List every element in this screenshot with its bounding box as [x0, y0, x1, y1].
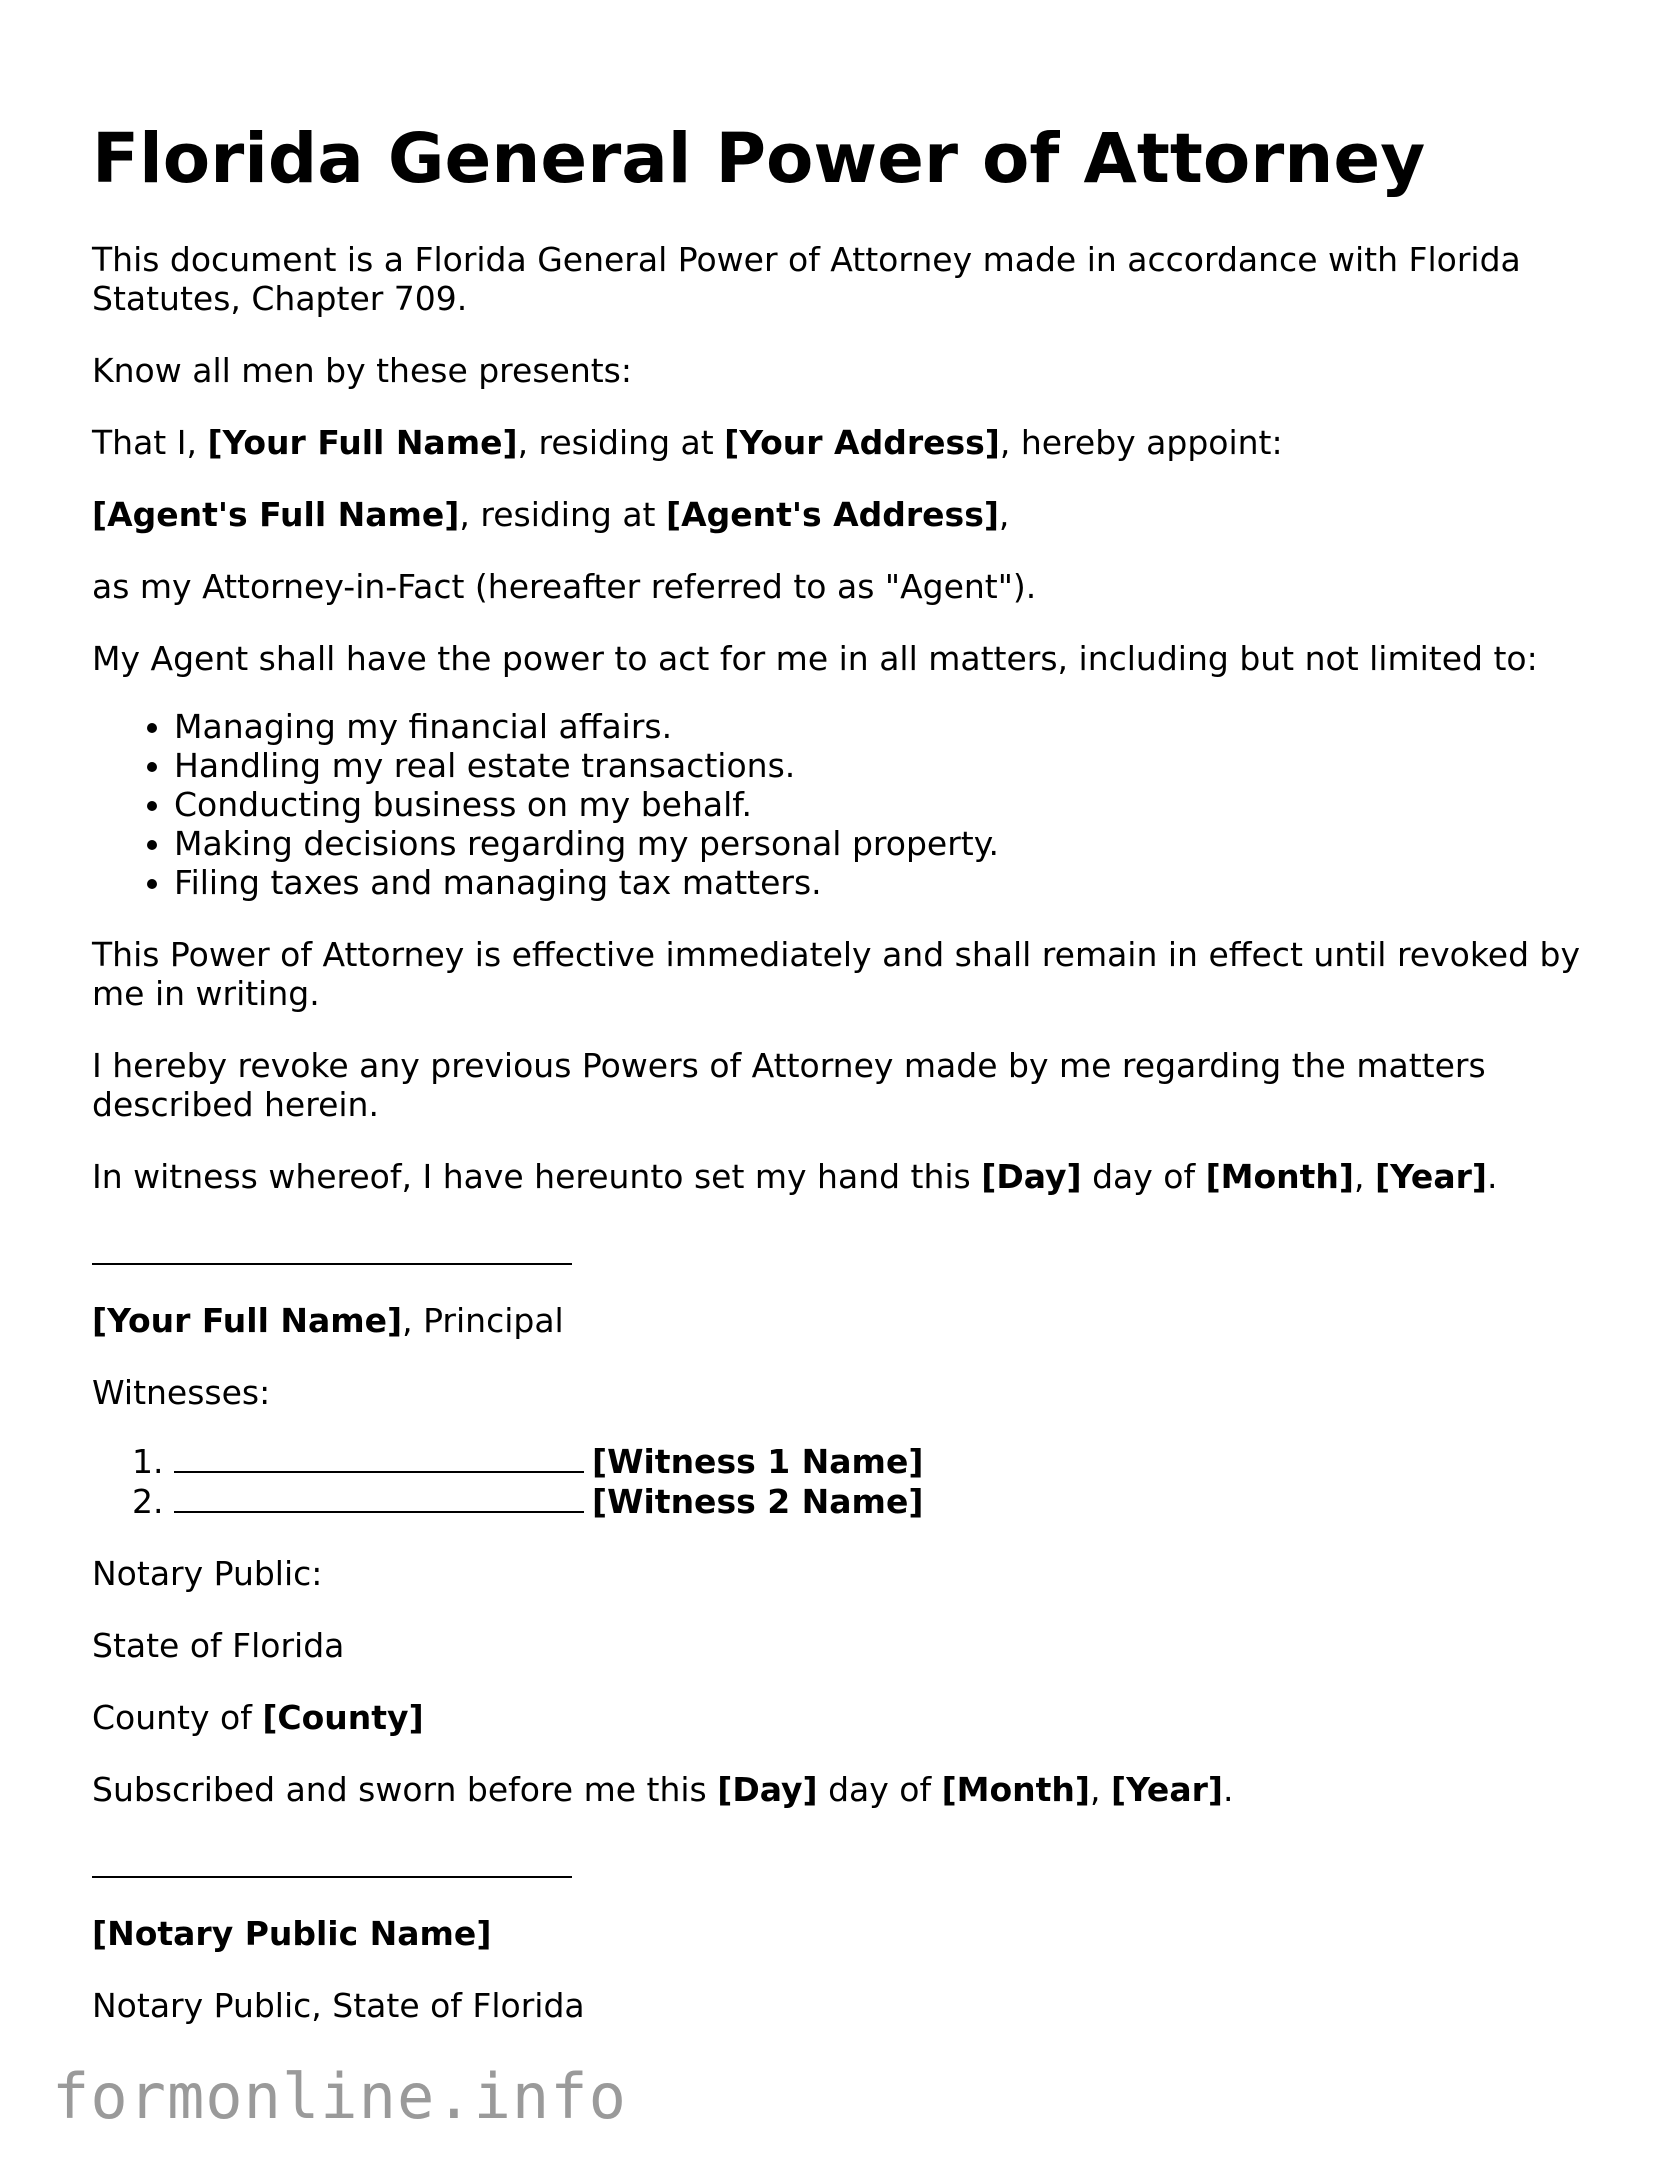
notary-label: Notary Public:: [92, 1554, 323, 1593]
notary-state: State of Florida: [92, 1626, 345, 1665]
witness-name-placeholder: [Witness 1 Name]: [592, 1442, 924, 1481]
effective-paragraph: This Power of Attorney is effective immediately and shall remain in effect until revoked by me in writing.: [92, 935, 1580, 1013]
notary-county: [92, 1698, 1592, 1737]
principal-signature-line[interactable]: [92, 1229, 572, 1265]
document-title: Florida General Power of Attorney: [92, 119, 1426, 199]
revocation-paragraph: I hereby revoke any previous Powers of Attorney made by me regarding the matters described herein.: [92, 1046, 1486, 1124]
powers-intro-paragraph: My Agent shall have the power to act for me in all matters, including but not limited to:: [92, 639, 1538, 678]
month-placeholder: [Month]: [941, 1770, 1090, 1809]
list-item: • Handling my real estate transactions.: [174, 746, 1592, 785]
notary-title: Notary Public, State of Florida: [92, 1986, 585, 2025]
principal-address-placeholder: [Your Address]: [724, 423, 1000, 462]
principal-role: , Principal: [402, 1301, 564, 1340]
month-placeholder: [Month]: [1205, 1157, 1354, 1196]
day-placeholder: [Day]: [981, 1157, 1082, 1196]
day-placeholder: [Day]: [717, 1770, 818, 1809]
witnesses-list: [92, 1441, 1592, 1521]
principal-name-placeholder: [Your Full Name]: [92, 1301, 403, 1340]
principal-signature-block: [92, 1229, 1592, 1268]
witness-clause-mid1: day of: [1081, 1157, 1206, 1196]
list-item: • Making decisions regarding my personal property.: [174, 824, 1592, 863]
powers-list: [92, 707, 1592, 902]
agent-paragraph: [92, 495, 1592, 534]
sworn-mid1: day of: [817, 1770, 942, 1809]
sworn-suffix: .: [1222, 1770, 1234, 1809]
witness-clause-suffix: .: [1486, 1157, 1498, 1196]
witness-clause-mid2: ,: [1354, 1157, 1375, 1196]
watermark: formonline.info: [52, 2060, 627, 2133]
notary-signature-block: [92, 1842, 1592, 1881]
intro-paragraph: This document is a Florida General Power of Attorney made in accordance with Florida Statutes, Chapter 709.: [92, 240, 1521, 318]
document-body: [92, 240, 1592, 2058]
agent-address-placeholder: [Agent's Address]: [665, 495, 999, 534]
list-item: • Managing my financial affairs.: [174, 707, 1592, 746]
sworn-prefix: Subscribed and sworn before me this: [92, 1770, 718, 1809]
witness-name-placeholder: [Witness 2 Name]: [592, 1482, 924, 1521]
witness-clause-prefix: In witness whereof, I have hereunto set my hand this: [92, 1157, 982, 1196]
principal-signature-caption: [92, 1301, 1592, 1340]
notary-sworn-paragraph: [92, 1770, 1592, 1809]
appointment-mid: , residing at: [517, 423, 725, 462]
agent-mid: , residing at: [459, 495, 666, 534]
principal-name-placeholder: [Your Full Name]: [207, 423, 518, 462]
sworn-mid2: ,: [1090, 1770, 1111, 1809]
witness-clause-paragraph: [92, 1157, 1592, 1196]
notary-name-placeholder: [Notary Public Name]: [92, 1914, 492, 1953]
notary-name: [92, 1914, 1592, 1953]
appointment-paragraph: [92, 423, 1592, 462]
year-placeholder: [Year]: [1110, 1770, 1223, 1809]
agent-name-placeholder: [Agent's Full Name]: [92, 495, 460, 534]
agent-role-paragraph: as my Attorney-in-Fact (hereafter referred to as "Agent").: [92, 567, 1037, 606]
county-placeholder: [County]: [262, 1698, 424, 1737]
preamble-paragraph: Know all men by these presents:: [92, 351, 632, 390]
agent-suffix: ,: [998, 495, 1010, 534]
witness-signature-line[interactable]: [174, 1441, 584, 1473]
list-item: • Conducting business on my behalf.: [174, 785, 1592, 824]
list-item: • Filing taxes and managing tax matters.: [174, 863, 1592, 902]
year-placeholder: [Year]: [1374, 1157, 1487, 1196]
witnesses-label: Witnesses:: [92, 1373, 271, 1412]
list-item: [174, 1481, 1592, 1521]
list-item: [174, 1441, 1592, 1481]
witness-signature-line[interactable]: [174, 1481, 584, 1513]
appointment-suffix: , hereby appoint:: [999, 423, 1283, 462]
notary-signature-line[interactable]: [92, 1842, 572, 1878]
appointment-prefix: That I,: [92, 423, 208, 462]
county-prefix: County of: [92, 1698, 263, 1737]
